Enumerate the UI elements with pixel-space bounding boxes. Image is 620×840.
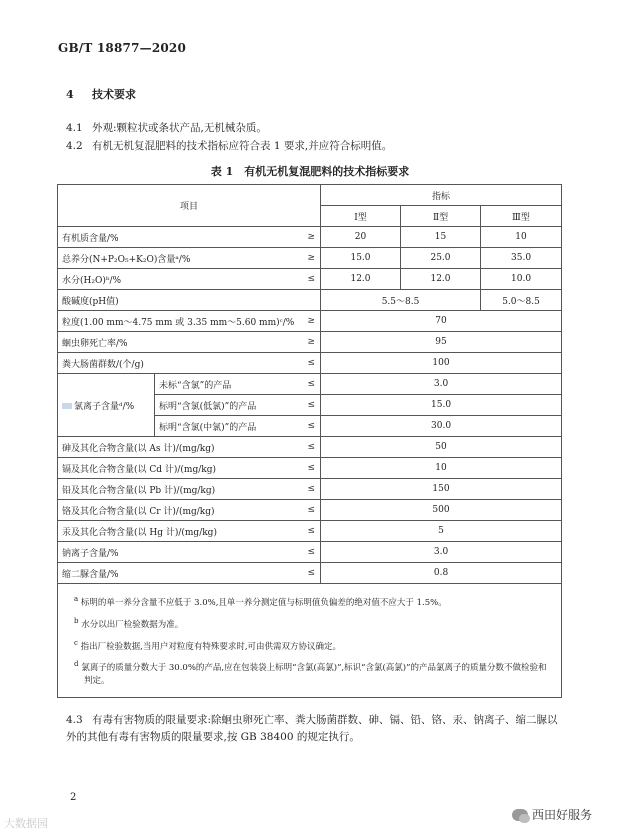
page-number: 2	[70, 792, 77, 803]
table-row	[58, 374, 562, 395]
row-label: 水分(H₂O)ᵇ/%	[58, 269, 303, 290]
cell-value: 10	[321, 458, 562, 479]
row-operator: ≤	[303, 542, 321, 563]
note-a	[66, 593, 553, 610]
table-notes	[58, 584, 562, 698]
note-d	[66, 658, 553, 688]
cell-value: 50	[321, 437, 562, 458]
wechat-badge	[512, 806, 592, 823]
row-operator: ≥	[303, 311, 321, 332]
row-operator: ≥	[303, 332, 321, 353]
note-mark: d	[74, 660, 79, 669]
clause-text: 有机无机复混肥料的技术指标应符合表 1 要求,并应符合标明值。	[92, 140, 393, 152]
note-text: 指出厂检验数据,当用户对粒度有特殊要求时,可由供需双方协议确定。	[80, 641, 342, 652]
sub-row-label: 标明“含氯(中氯)”的产品	[155, 416, 303, 437]
note-mark: c	[74, 638, 78, 647]
cell-value: 25.0	[401, 248, 481, 269]
cell-value: 20	[321, 227, 401, 248]
watermark-left-text: 大数据园	[4, 817, 48, 830]
table-row	[58, 437, 562, 458]
note-text: 氯离子的质量分数大于 30.0%的产品,应在包装袋上标明“含氯(高氯)”,标识“含氯(高氯)”的产品氯离子的质量分数不做检验和判定。	[81, 663, 547, 687]
note-mark: b	[74, 616, 79, 625]
cell-value: 500	[321, 500, 562, 521]
note-marker-icon	[62, 403, 72, 409]
row-label: 氯离子含量ᵈ/%	[74, 401, 135, 412]
clause-number: 4.1	[66, 122, 83, 134]
clause-4-3	[66, 712, 566, 746]
cell-value: 150	[321, 479, 562, 500]
row-operator: ≤	[303, 437, 321, 458]
table-row	[58, 500, 562, 521]
row-operator: ≤	[303, 458, 321, 479]
cell-value: 30.0	[321, 416, 562, 437]
cell-value: 12.0	[321, 269, 401, 290]
row-operator: ≤	[303, 500, 321, 521]
header-index: 指标	[321, 185, 562, 206]
header-item: 项目	[58, 185, 321, 227]
header-type-2: Ⅱ型	[401, 206, 481, 227]
cell-value: 95	[321, 332, 562, 353]
table-row	[58, 542, 562, 563]
section-title: 技术要求	[92, 88, 136, 101]
row-operator: ≤	[303, 395, 321, 416]
cell-value: 3.0	[321, 542, 562, 563]
table-row	[58, 332, 562, 353]
cell-value: 70	[321, 311, 562, 332]
cell-value: 10.0	[481, 269, 562, 290]
table-row	[58, 227, 562, 248]
table-row	[58, 563, 562, 584]
row-label: 粪大肠菌群数/(个/g)	[58, 353, 303, 374]
cell-value: 12.0	[401, 269, 481, 290]
chloride-label	[58, 374, 155, 437]
table-row	[58, 248, 562, 269]
note-text: 标明的单一养分含量不应低于 3.0%,且单一养分测定值与标明值负偏差的绝对值不应大于 1.5%。	[80, 597, 447, 608]
table-row	[58, 458, 562, 479]
cell-value: 3.0	[321, 374, 562, 395]
cell-value: 15.0	[321, 248, 401, 269]
row-label: 铅及其化合物含量(以 Pb 计)/(mg/kg)	[58, 479, 303, 500]
row-operator: ≤	[303, 563, 321, 584]
row-operator: ≤	[303, 353, 321, 374]
row-label: 钠离子含量/%	[58, 542, 303, 563]
table-row	[58, 269, 562, 290]
row-label: 铬及其化合物含量(以 Cr 计)/(mg/kg)	[58, 500, 303, 521]
clause-number: 4.3	[66, 714, 83, 726]
sub-row-label: 未标“含氯”的产品	[155, 374, 303, 395]
clause-text: 外观:颗粒状或条状产品,无机械杂质。	[92, 122, 267, 134]
row-operator: ≥	[303, 227, 321, 248]
note-text: 水分以出厂检验数据为准。	[81, 619, 184, 630]
header-type-3: Ⅲ型	[481, 206, 562, 227]
section-number: 4	[66, 88, 74, 101]
table-row	[58, 353, 562, 374]
row-operator: ≤	[303, 416, 321, 437]
wechat-account-name: 西田好服务	[532, 808, 593, 822]
row-label: 蛔虫卵死亡率/%	[58, 332, 303, 353]
table-row	[58, 311, 562, 332]
clause-4-2	[66, 138, 392, 154]
row-label: 缩二脲含量/%	[58, 563, 303, 584]
table-row	[58, 290, 562, 311]
row-operator: ≤	[303, 479, 321, 500]
note-c	[66, 637, 553, 654]
spec-table	[57, 184, 562, 698]
row-label: 总养分(N+P₂O₅+K₂O)含量ᵃ/%	[58, 248, 303, 269]
row-label: 汞及其化合物含量(以 Hg 计)/(mg/kg)	[58, 521, 303, 542]
row-operator: ≤	[303, 521, 321, 542]
table-row	[58, 521, 562, 542]
cell-value: 15	[401, 227, 481, 248]
row-label: 粒度(1.00 mm～4.75 mm 或 3.35 mm～5.60 mm)ᶜ/%	[58, 311, 303, 332]
standard-header: GB/T 18877—2020	[58, 41, 187, 55]
row-operator: ≤	[303, 269, 321, 290]
header-type-1: Ⅰ型	[321, 206, 401, 227]
clause-text: 有毒有害物质的限量要求:除蛔虫卵死亡率、粪大肠菌群数、砷、镉、铅、铬、汞、钠离子、缩二脲以外的其他有毒有害物质的限量要求,按 GB 38400 的规定执行。	[66, 714, 558, 743]
row-label: 砷及其化合物含量(以 As 计)/(mg/kg)	[58, 437, 303, 458]
row-operator: ≤	[303, 374, 321, 395]
row-label: 镉及其化合物含量(以 Cd 计)/(mg/kg)	[58, 458, 303, 479]
cell-value: 5.0～8.5	[481, 290, 562, 311]
row-operator: ≥	[303, 248, 321, 269]
cell-value: 10	[481, 227, 562, 248]
note-b	[66, 615, 553, 632]
table-title: 表 1 有机无机复混肥料的技术指标要求	[210, 165, 410, 178]
cell-value: 0.8	[321, 563, 562, 584]
clause-number: 4.2	[66, 140, 83, 152]
cell-value: 15.0	[321, 395, 562, 416]
sub-row-label: 标明“含氯(低氯)”的产品	[155, 395, 303, 416]
table-row	[58, 479, 562, 500]
section-4-heading	[66, 86, 136, 102]
row-label: 酸碱度(pH值)	[58, 290, 321, 311]
wechat-icon	[512, 809, 528, 821]
cell-value: 100	[321, 353, 562, 374]
cell-value: 5	[321, 521, 562, 542]
note-mark: a	[74, 595, 79, 603]
row-label: 有机质含量/%	[58, 227, 303, 248]
cell-value: 35.0	[481, 248, 562, 269]
cell-value: 5.5～8.5	[321, 290, 481, 311]
clause-4-1	[66, 120, 267, 136]
watermark-left	[4, 815, 48, 831]
table-notes-row	[58, 584, 562, 698]
